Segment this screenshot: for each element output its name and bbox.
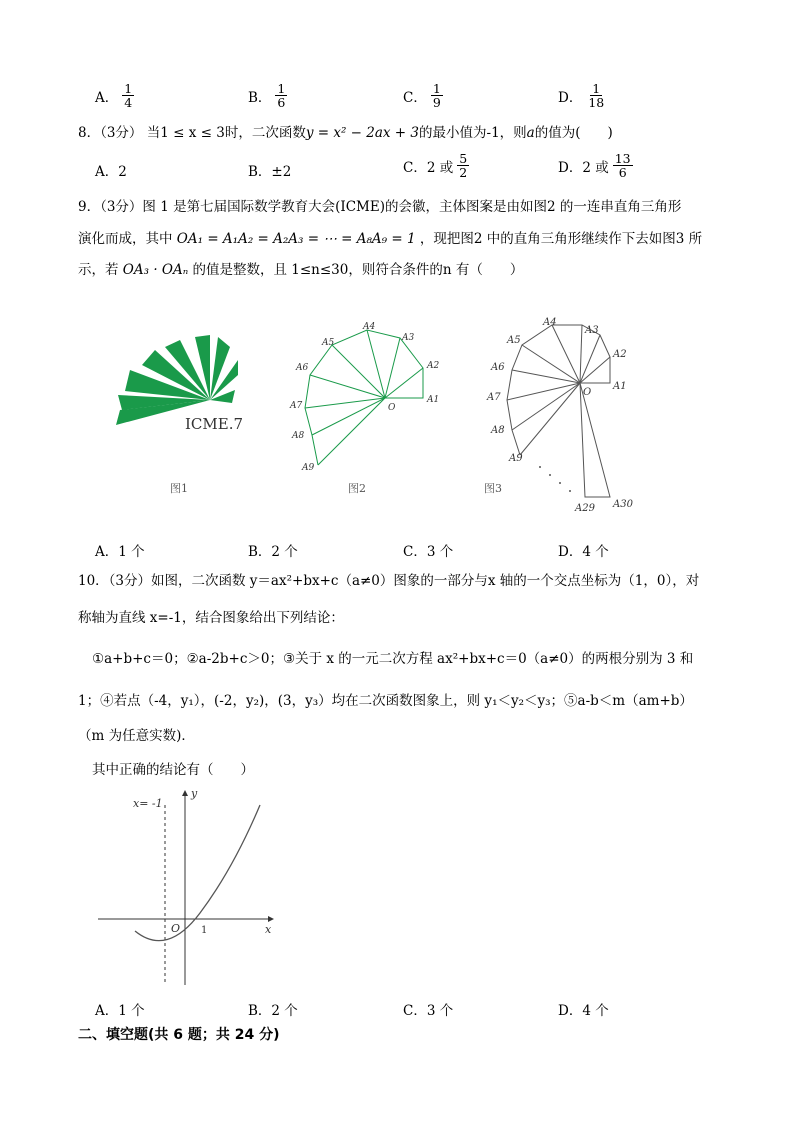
fraction — [122, 82, 134, 109]
fig3-label: A7 — [487, 392, 501, 403]
q8-prefix: 8．（3分） — [78, 125, 143, 141]
q9-option-d — [558, 540, 609, 560]
hypotenuse — [580, 335, 600, 383]
parabola-curve — [135, 805, 260, 941]
q9-product: OA₃ · OAₙ — [122, 262, 189, 278]
hypotenuse — [367, 330, 385, 398]
fig2-spiral — [290, 320, 450, 480]
q9-line3-b: 的值是整数，且 1≤n≤30，则符合条件的n 有（ ） — [192, 262, 524, 278]
x-axis-label: x — [265, 923, 272, 936]
q8-stem — [78, 123, 754, 143]
option-letter: C． — [403, 89, 427, 106]
q8-function: y = x² − 2ax + 3 — [305, 125, 420, 141]
fig3-label: A1 — [613, 381, 627, 392]
q10-option-d — [558, 999, 609, 1019]
q9-option-c — [403, 540, 453, 560]
denominator: 9 — [432, 95, 441, 111]
q7-option-d — [558, 82, 606, 109]
fig2-label: A6 — [296, 363, 309, 373]
q10-option-a — [95, 999, 145, 1019]
fig2-label: A2 — [427, 361, 440, 371]
q9-line3-a: 示，若 — [78, 262, 119, 278]
q7-option-b — [248, 82, 287, 109]
fig2-label: A4 — [363, 322, 376, 332]
fig3-spiral — [485, 315, 645, 520]
q8-option-b — [248, 160, 291, 180]
last-triangle — [580, 383, 610, 497]
q10-option-c — [403, 999, 453, 1019]
q8-var-a: a — [526, 125, 535, 141]
denominator: 6 — [618, 165, 627, 181]
option-text: A．1 个 — [95, 544, 145, 560]
fig2-label: A5 — [322, 338, 335, 348]
q10-line-3: ①a+b+c＝0；②a-2b+c＞0；③关于 x 的一元二次方程 ax²+bx+c＝0（a≠0）的两根分别为 3 和 — [92, 651, 694, 667]
q8-stem-a: 当1 ≤ x ≤ 3时，二次函数 — [146, 125, 306, 141]
numerator: 1 — [124, 81, 133, 96]
option-text: C．3 个 — [403, 1003, 454, 1019]
q7-option-c — [403, 82, 443, 109]
q8-option-c — [403, 152, 469, 179]
fig2-label: A1 — [427, 395, 440, 405]
option-text: B．±2 — [248, 164, 292, 180]
q8-stem-b: 的最小值为-1，则 — [419, 125, 527, 141]
numerator: 5 — [459, 151, 468, 166]
fig3-label: A9 — [509, 453, 523, 464]
fig2-label: A8 — [292, 431, 305, 441]
option-letter: D． — [558, 89, 583, 106]
denominator: 4 — [124, 95, 133, 111]
option-letter: B． — [248, 89, 272, 106]
numerator: 1 — [277, 81, 286, 96]
denominator: 2 — [459, 165, 468, 181]
hypotenuse — [507, 383, 580, 400]
fig2-label: A7 — [290, 401, 303, 411]
hypotenuse — [580, 325, 582, 383]
q9-line-2 — [78, 229, 754, 249]
q9-option-b — [248, 540, 298, 560]
q8-option-d — [558, 152, 633, 179]
option-text: D．4 个 — [558, 1003, 609, 1019]
fraction — [457, 152, 469, 179]
fig3-label: A5 — [507, 335, 521, 346]
y-axis-label: y — [191, 787, 198, 800]
hypotenuse — [385, 368, 423, 398]
fig3-label: A3 — [585, 325, 599, 336]
fig3-label: A4 — [543, 317, 557, 328]
q8-stem-c: 的值为( ) — [534, 125, 613, 141]
hypotenuse — [305, 398, 385, 408]
numerator: 1 — [432, 81, 441, 96]
option-text: C．3 个 — [403, 544, 454, 560]
fraction — [586, 82, 606, 109]
fig3-label: A29 — [575, 503, 595, 514]
q10-line-5: （m 为任意实数)． — [78, 728, 195, 744]
hypotenuse — [312, 398, 385, 435]
icme-logo-figure — [110, 325, 250, 435]
option-text: A．2 — [95, 164, 127, 180]
spiral-outline — [507, 325, 610, 455]
origin-label: O — [171, 922, 181, 935]
ellipsis-dots — [539, 466, 571, 492]
fig3-label: A2 — [613, 349, 627, 360]
q7-option-a — [95, 82, 134, 109]
origin-label: O — [388, 403, 396, 413]
hypotenuse — [512, 383, 580, 430]
option-text: C．2 或 — [403, 159, 454, 176]
q9-line2-b: ，现把图2 中的直角三角形继续作下去如图3 所 — [419, 231, 703, 247]
section-heading: 二、填空题(共 6 题；共 24 分) — [78, 1027, 280, 1043]
numerator: 1 — [592, 81, 601, 96]
fraction — [613, 152, 633, 179]
option-text: B．2 个 — [248, 1003, 298, 1019]
fraction — [431, 82, 443, 109]
icme-text: ICME.7 — [185, 415, 244, 433]
option-text: D．2 或 — [558, 159, 609, 176]
fig2-label: A3 — [402, 333, 415, 343]
symmetry-label: x= -1 — [133, 797, 163, 810]
option-text: D．4 个 — [558, 544, 609, 560]
fig1-caption: 图1 — [170, 482, 188, 495]
denominator: 18 — [588, 95, 605, 111]
option-letter: A． — [95, 89, 119, 106]
q10-option-b — [248, 999, 298, 1019]
hypotenuse — [318, 398, 385, 465]
hypotenuse — [385, 338, 400, 398]
fig3-caption: 图3 — [484, 482, 502, 495]
q10-line-1: 10．（3分）如图，二次函数 y＝ax²+bx+c（a≠0）图象的一部分与x 轴的一个交点坐标为（1，0），对 — [78, 573, 700, 589]
q9-line-3 — [78, 260, 754, 280]
q10-line-2: 称轴为直线 x=-1，结合图象给出下列结论： — [78, 610, 344, 626]
q9-line2-a: 演化而成，其中 — [78, 231, 173, 247]
q9-option-a — [95, 540, 145, 560]
spiral-outline — [305, 330, 423, 465]
fraction — [275, 82, 287, 109]
q10-line-4: 1；④若点（-4，y₁），(-2，y₂)，(3，y₃）均在二次函数图象上，则 y₁＜y₂＜y₃；⑤a-b＜m（am+b） — [78, 693, 693, 709]
q9-line-1: 9．（3分）图 1 是第七届国际数学教育大会(ICME)的会徽，主体图案是由如图2 的一连串直角三角形 — [78, 199, 682, 215]
option-text: A．1 个 — [95, 1003, 145, 1019]
x-intercept-label: 1 — [201, 925, 208, 936]
q8-option-a — [95, 160, 127, 180]
hypotenuse — [520, 383, 580, 455]
origin-label: O — [583, 387, 592, 398]
fig3-label: A8 — [491, 425, 505, 436]
q9-equation: OA₁ = A₁A₂ = A₂A₃ = ⋯ = A₈A₉ = 1 — [176, 231, 416, 247]
fig2-caption: 图2 — [348, 482, 366, 495]
q10-line-6: 其中正确的结论有（ ） — [92, 762, 254, 778]
denominator: 6 — [277, 95, 286, 111]
hypotenuse — [580, 357, 610, 383]
fig2-label: A9 — [302, 463, 315, 473]
parabola-graph — [95, 785, 285, 990]
fig3-label: A30 — [613, 499, 633, 510]
numerator: 13 — [614, 151, 631, 166]
fig3-label: A6 — [491, 362, 505, 373]
option-text: B．2 个 — [248, 544, 298, 560]
